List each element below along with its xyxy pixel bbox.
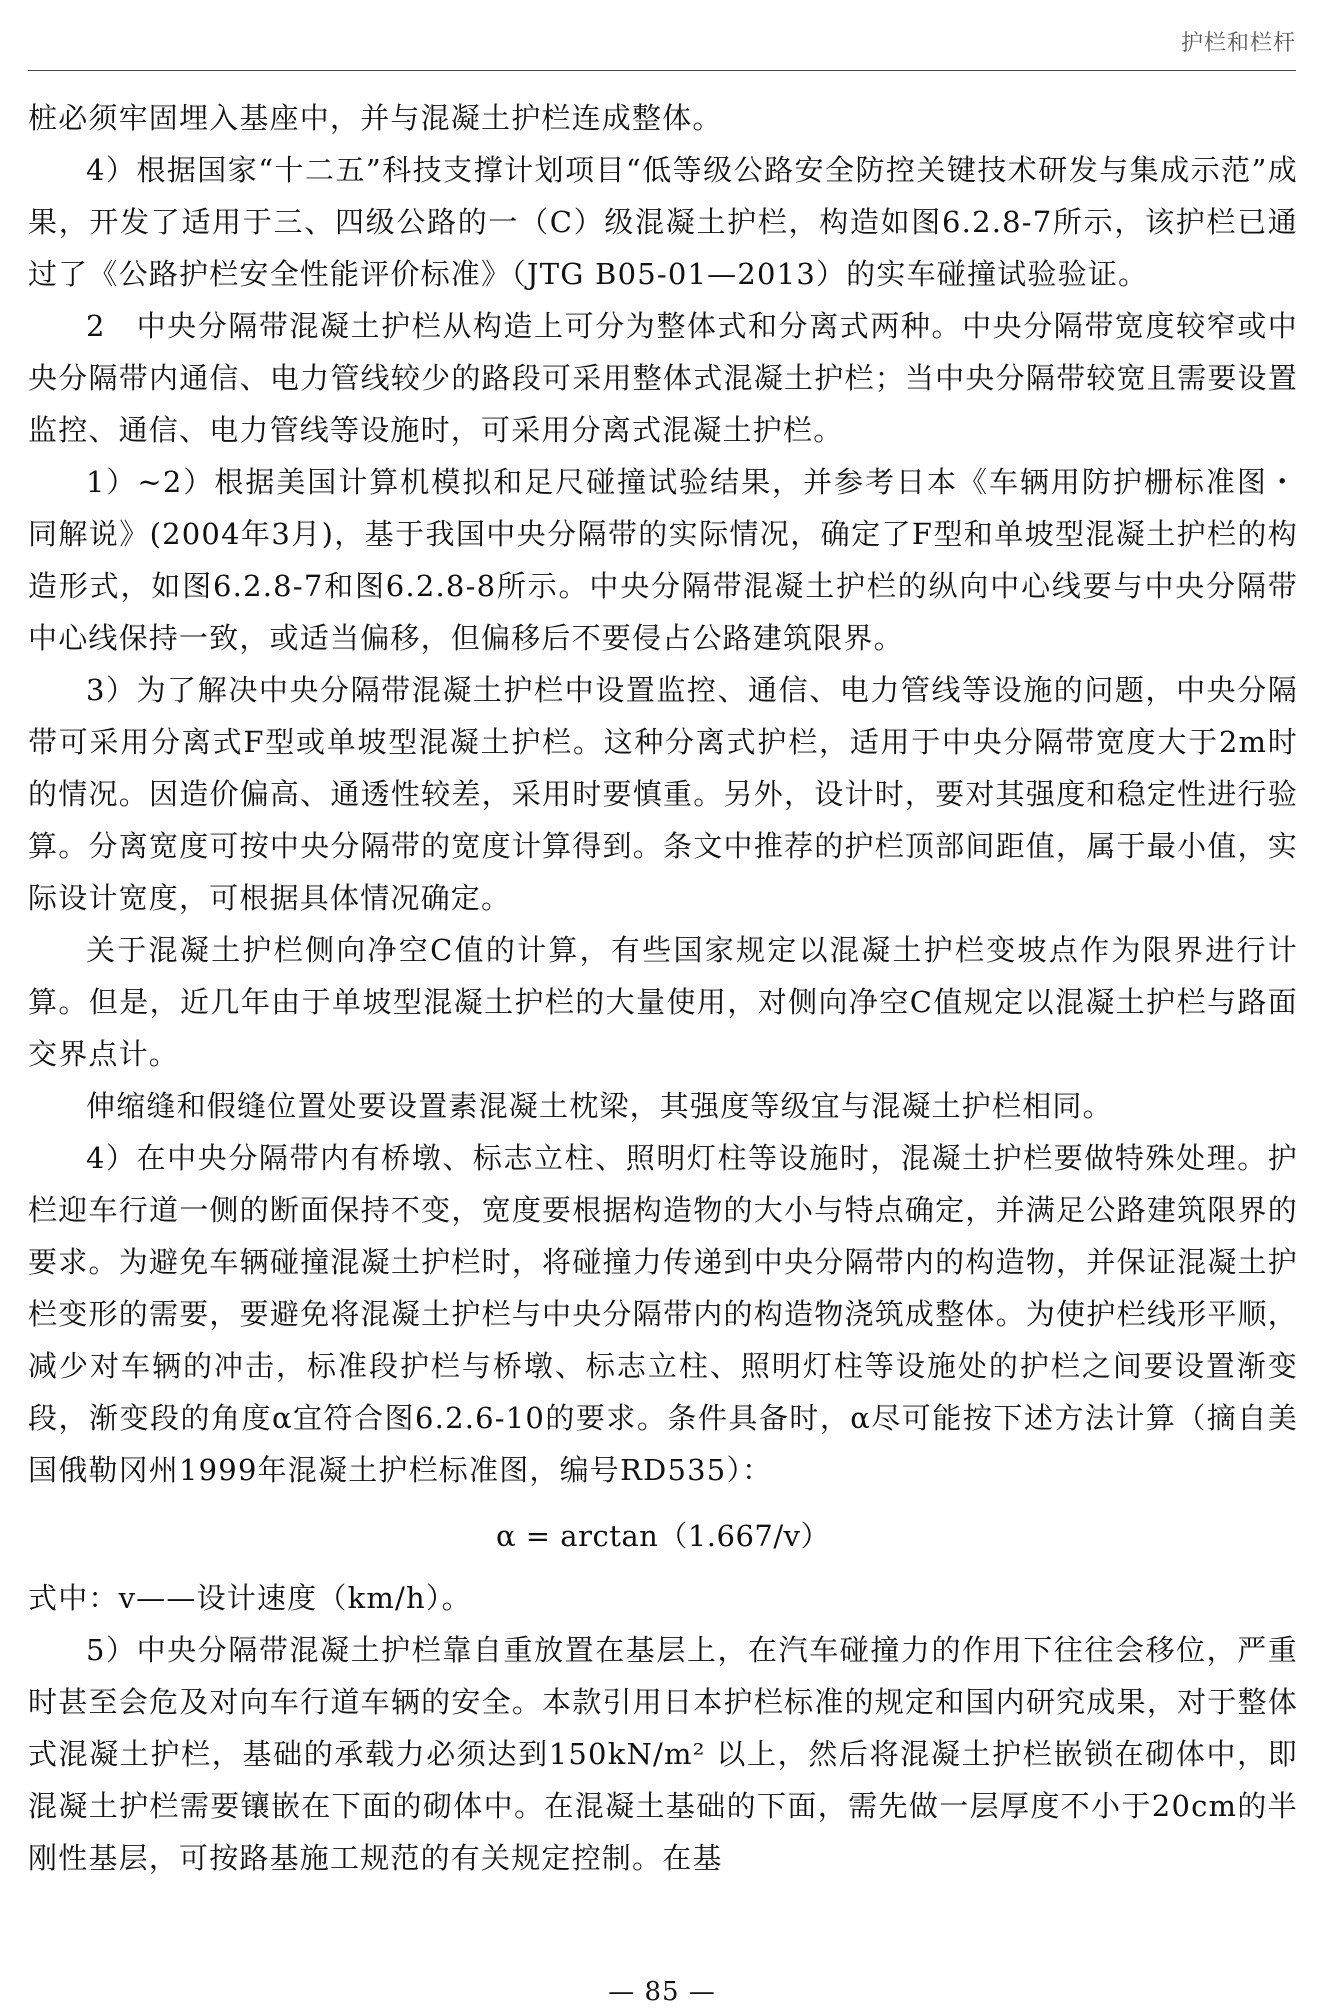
page-number: — 85 — [608,1977,716,2007]
page-body [28,92,1298,1884]
paragraph-continuation: 桩必须牢固埋入基座中，并与混凝土护栏连成整体。 [28,101,723,135]
header-divider [28,70,1296,71]
paragraph-item-4-rural-barrier: 4）根据国家“十二五”科技支撑计划项目“低等级公路安全防控关键技术研发与集成示范”成果，开发了适用于三、四级公路的一（C）级混凝土护栏，构造如图6.2.8-7所示，该护栏已通过了《公路护栏安全性能评价标准》（JTG B05-01—2013）的实车碰撞试验验证。 [28,153,1298,291]
paragraph-section-2-median: 2 中央分隔带混凝土护栏从构造上可分为整体式和分离式两种。中央分隔带宽度较窄或中央分隔带内通信、电力管线较少的路段可采用整体式混凝土护栏；当中央分隔带较宽且需要设置监控、通信、电力管线等设施时，可采用分离式混凝土护栏。 [28,309,1298,447]
paragraph-expansion-joints: 伸缩缝和假缝位置处要设置素混凝土枕梁，其强度等级宜与混凝土护栏相同。 [86,1089,1113,1123]
running-header-title: 护栏和栏杆 [1180,31,1296,56]
paragraph-item-5-foundation: 5）中央分隔带混凝土护栏靠自重放置在基层上，在汽车碰撞力的作用下往往会移位，严重时甚至会危及对向车行道车辆的安全。本款引用日本护栏标准的规定和国内研究成果，对于整体式混凝土护栏，基础的承载力必须达到150kN/m² 以上，然后将混凝土护栏嵌锁在砌体中，即混凝土护栏需要镶嵌在下面的砌体中。在混凝土基础的下面，需先做一层厚度不小于20cm的半刚性基层，可按路基施工规范的有关规定控制。在基 [28,1633,1298,1875]
paragraph-lateral-clearance: 关于混凝土护栏侧向净空C值的计算，有些国家规定以混凝土护栏变坡点作为限界进行计算。但是，近几年由于单坡型混凝土护栏的大量使用，对侧向净空C值规定以混凝土护栏与路面交界点计。 [28,933,1298,1071]
paragraph-item-4-special-treatment: 4）在中央分隔带内有桥墩、标志立柱、照明灯柱等设施时，混凝土护栏要做特殊处理。护栏迎车行道一侧的断面保持不变，宽度要根据构造物的大小与特点确定，并满足公路建筑限界的要求。为避免车辆碰撞混凝土护栏时，将碰撞力传递到中央分隔带内的构造物，并保证混凝土护栏变形的需要，要避免将混凝土护栏与中央分隔带内的构造物浇筑成整体。为使护栏线形平顺，减少对车辆的冲击，标准段护栏与桥墩、标志立柱、照明灯柱等设施处的护栏之间要设置渐变段，渐变段的角度α宜符合图6.2.6-10的要求。条件具备时，α尽可能按下述方法计算（摘自美国俄勒冈州1999年混凝土护栏标准图，编号RD535）： [28,1141,1298,1487]
paragraph-item-3-separated: 3）为了解决中央分隔带混凝土护栏中设置监控、通信、电力管线等设施的问题，中央分隔带可采用分离式F型或单坡型混凝土护栏。这种分离式护栏，适用于中央分隔带宽度大于2m时的情况。因造价偏高、通透性较差，采用时要慎重。另外，设计时，要对其强度和稳定性进行验算。分离宽度可按中央分隔带的宽度计算得到。条文中推荐的护栏顶部间距值，属于最小值，实际设计宽度，可根据具体情况确定。 [28,673,1298,915]
paragraph-items-1-2: 1）~2）根据美国计算机模拟和足尺碰撞试验结果，并参考日本《车辆用防护栅标准图・同解说》(2004年3月)，基于我国中央分隔带的实际情况，确定了F型和单坡型混凝土护栏的构造形式，如图6.2.8-7和图6.2.8-8所示。中央分隔带混凝土护栏的纵向中心线要与中央分隔带中心线保持一致，或适当偏移，但偏移后不要侵占公路建筑限界。 [28,465,1298,655]
formula-alpha: α = arctan（1.667/v） [495,1519,830,1553]
formula-where-line: 式中：v——设计速度（km/h）。 [28,1581,472,1615]
